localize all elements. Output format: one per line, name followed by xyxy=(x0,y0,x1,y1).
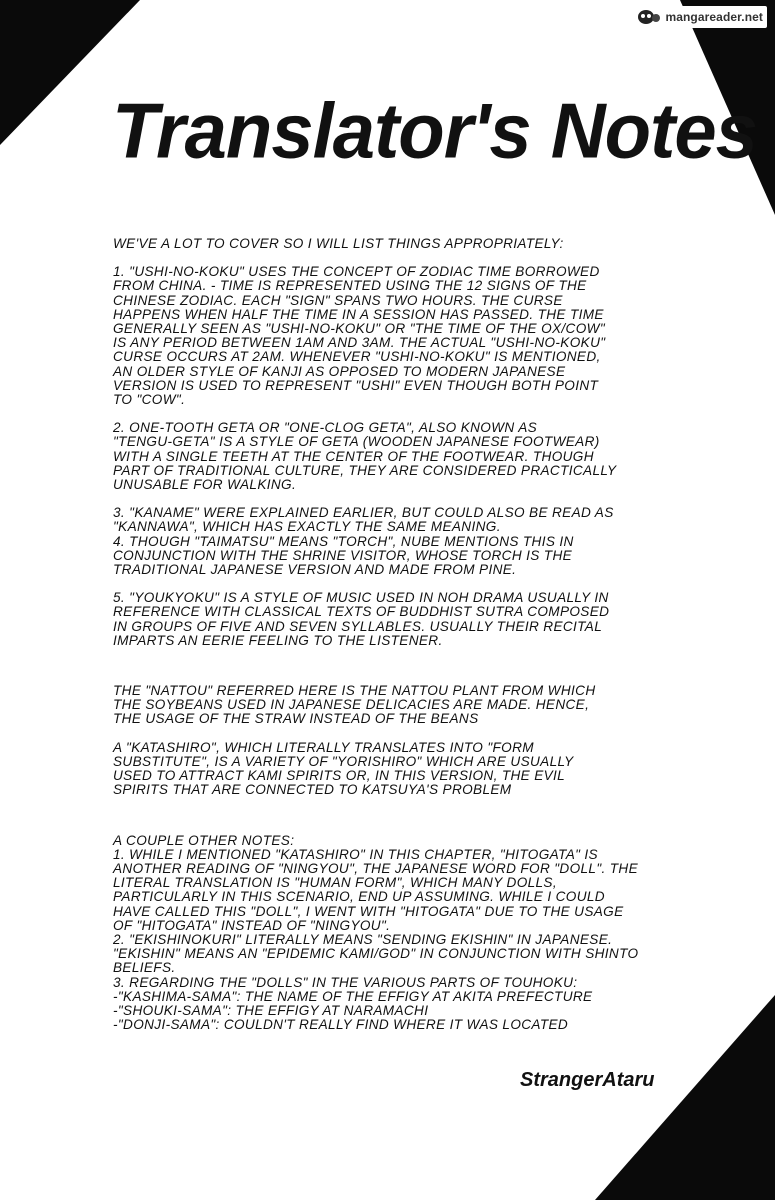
note-paragraph xyxy=(113,237,633,251)
note-line: 3. "KANAME" WERE EXPLAINED EARLIER, BUT COULD ALSO BE READ AS xyxy=(113,505,614,521)
paragraph-gap xyxy=(113,727,633,741)
note-line: "EKISHIN" MEANS AN "EPIDEMIC KAMI/GOD" IN CONJUNCTION WITH SHINTO xyxy=(113,946,639,962)
note-line: WE'VE A LOT TO COVER SO I WILL LIST THINGS APPROPRIATELY: xyxy=(113,236,564,251)
note-line: BELIEFS. xyxy=(113,960,176,976)
mask-logo-icon xyxy=(637,8,661,26)
note-line: A COUPLE OTHER NOTES: xyxy=(113,832,295,848)
note-line: -"KASHIMA-SAMA": THE NAME OF THE EFFIGY AT AKITA PREFECTURE xyxy=(113,988,593,1004)
note-line: VERSION IS USED TO REPRESENT "USHI" EVEN THOUGH BOTH POINT xyxy=(113,377,599,393)
paragraph-gap xyxy=(113,577,633,591)
note-paragraph xyxy=(113,684,633,727)
note-paragraph xyxy=(113,265,633,407)
note-line: -"SHOUKI-SAMA": THE EFFIGY AT NARAMACHI xyxy=(113,1002,429,1018)
note-paragraph xyxy=(113,591,633,648)
note-line: SPIRITS THAT ARE CONNECTED TO KATSUYA'S PROBLEM xyxy=(113,782,512,798)
note-line: SUBSTITUTE", IS A VARIETY OF "YORISHIRO" WHICH ARE USUALLY xyxy=(113,753,574,769)
note-line: WITH A SINGLE TEETH AT THE CENTER OF THE FOOTWEAR. THOUGH xyxy=(113,448,594,464)
note-paragraph xyxy=(113,421,633,492)
paragraph-gap xyxy=(113,648,633,684)
note-line: 3. REGARDING THE "DOLLS" IN THE VARIOUS PARTS OF TOUHOKU: xyxy=(113,974,578,990)
note-line: REFERENCE WITH CLASSICAL TEXTS OF BUDDHIST SUTRA COMPOSED xyxy=(113,604,610,620)
note-line: CHINESE ZODIAC. EACH "SIGN" SPANS TWO HOURS. THE CURSE xyxy=(113,292,563,308)
note-line: CURSE OCCURS AT 2AM. WHENEVER "USHI-NO-KOKU" IS MENTIONED, xyxy=(113,349,601,365)
note-line: THE "NATTOU" REFERRED HERE IS THE NATTOU PLANT FROM WHICH xyxy=(113,683,596,699)
note-line: PARTICULARLY IN THIS SCENARIO, END UP ASSUMING. WHILE I COULD xyxy=(113,889,605,905)
note-line: THE USAGE OF THE STRAW INSTEAD OF THE BEANS xyxy=(113,711,479,727)
note-line: 5. "YOUKYOKU" IS A STYLE OF MUSIC USED IN NOH DRAMA USUALLY IN xyxy=(113,590,609,606)
paragraph-gap xyxy=(113,492,633,506)
note-line: PART OF TRADITIONAL CULTURE, THEY ARE CONSIDERED PRACTICALLY xyxy=(113,462,617,478)
note-line: HAPPENS WHEN HALF THE TIME IN A SESSION HAS PASSED. THE TIME xyxy=(113,306,604,322)
note-paragraph xyxy=(113,741,633,798)
note-line: 4. THOUGH "TAIMATSU" MEANS "TORCH", NUBE MENTIONS THIS IN xyxy=(113,533,574,549)
note-line: FROM CHINA. - TIME IS REPRESENTED USING THE 12 SIGNS OF THE xyxy=(113,278,587,294)
note-line: 1. WHILE I MENTIONED "KATASHIRO" IN THIS CHAPTER, "HITOGATA" IS xyxy=(113,846,598,862)
notes-body xyxy=(113,236,639,1033)
note-paragraph xyxy=(113,506,633,577)
note-line: CONJUNCTION WITH THE SHRINE VISITOR, WHOSE TORCH IS THE xyxy=(113,547,573,563)
note-line: LITERAL TRANSLATION IS "HUMAN FORM", WHICH MANY DOLLS, xyxy=(113,875,557,891)
note-line: A "KATASHIRO", WHICH LITERALLY TRANSLATES INTO "FORM xyxy=(113,739,534,755)
paragraph-gap xyxy=(113,407,633,421)
note-line: 1. "USHI-NO-KOKU" USES THE CONCEPT OF ZODIAC TIME BORROWED xyxy=(113,264,600,280)
page-title: Translator's Notes xyxy=(112,88,757,175)
note-line: HAVE CALLED THIS "DOLL", I WENT WITH "HITOGATA" DUE TO THE USAGE xyxy=(113,903,624,919)
paragraph-gap xyxy=(113,251,633,265)
note-line: "KANNAWA", WHICH HAS EXACTLY THE SAME MEANING. xyxy=(113,519,501,535)
note-line: IS ANY PERIOD BETWEEN 1AM AND 3AM. THE ACTUAL "USHI-NO-KOKU" xyxy=(113,335,606,351)
note-paragraph xyxy=(113,832,639,1033)
note-line: OF "HITOGATA" INSTEAD OF "NINGYOU". xyxy=(113,917,391,933)
note-line: ANOTHER READING OF "NINGYOU", THE JAPANESE WORD FOR "DOLL". THE xyxy=(113,860,638,876)
translator-signature: StrangerAtaru xyxy=(520,1069,655,1091)
note-line: 2. "EKISHINOKURI" LITERALLY MEANS "SENDING EKISHIN" IN JAPANESE. xyxy=(113,931,613,947)
note-line: AN OLDER STYLE OF KANJI AS OPPOSED TO MODERN JAPANESE xyxy=(113,363,566,379)
note-line: "TENGU-GETA" IS A STYLE OF GETA (WOODEN JAPANESE FOOTWEAR) xyxy=(113,434,600,450)
note-line: -"DONJI-SAMA": COULDN'T REALLY FIND WHERE IT WAS LOCATED xyxy=(113,1017,569,1033)
note-line: GENERALLY SEEN AS "USHI-NO-KOKU" OR "THE TIME OF THE OX/COW" xyxy=(113,321,605,337)
note-line: USED TO ATTRACT KAMI SPIRITS OR, IN THIS VERSION, THE EVIL xyxy=(113,768,566,784)
note-line: TO "COW". xyxy=(113,392,186,408)
watermark-text: mangareader.net xyxy=(665,10,763,24)
watermark[interactable] xyxy=(633,6,767,28)
note-line: 2. ONE-TOOTH GETA OR "ONE-CLOG GETA", ALSO KNOWN AS xyxy=(113,420,538,436)
note-line: UNUSABLE FOR WALKING. xyxy=(113,477,297,493)
note-line: THE SOYBEANS USED IN JAPANESE DELICACIES ARE MADE. HENCE, xyxy=(113,697,590,713)
paragraph-gap xyxy=(113,798,633,834)
note-line: IN GROUPS OF FIVE AND SEVEN SYLLABLES. USUALLY THEIR RECITAL xyxy=(113,618,603,634)
note-line: TRADITIONAL JAPANESE VERSION AND MADE FROM PINE. xyxy=(113,562,517,578)
note-line: IMPARTS AN EERIE FEELING TO THE LISTENER. xyxy=(113,632,443,648)
